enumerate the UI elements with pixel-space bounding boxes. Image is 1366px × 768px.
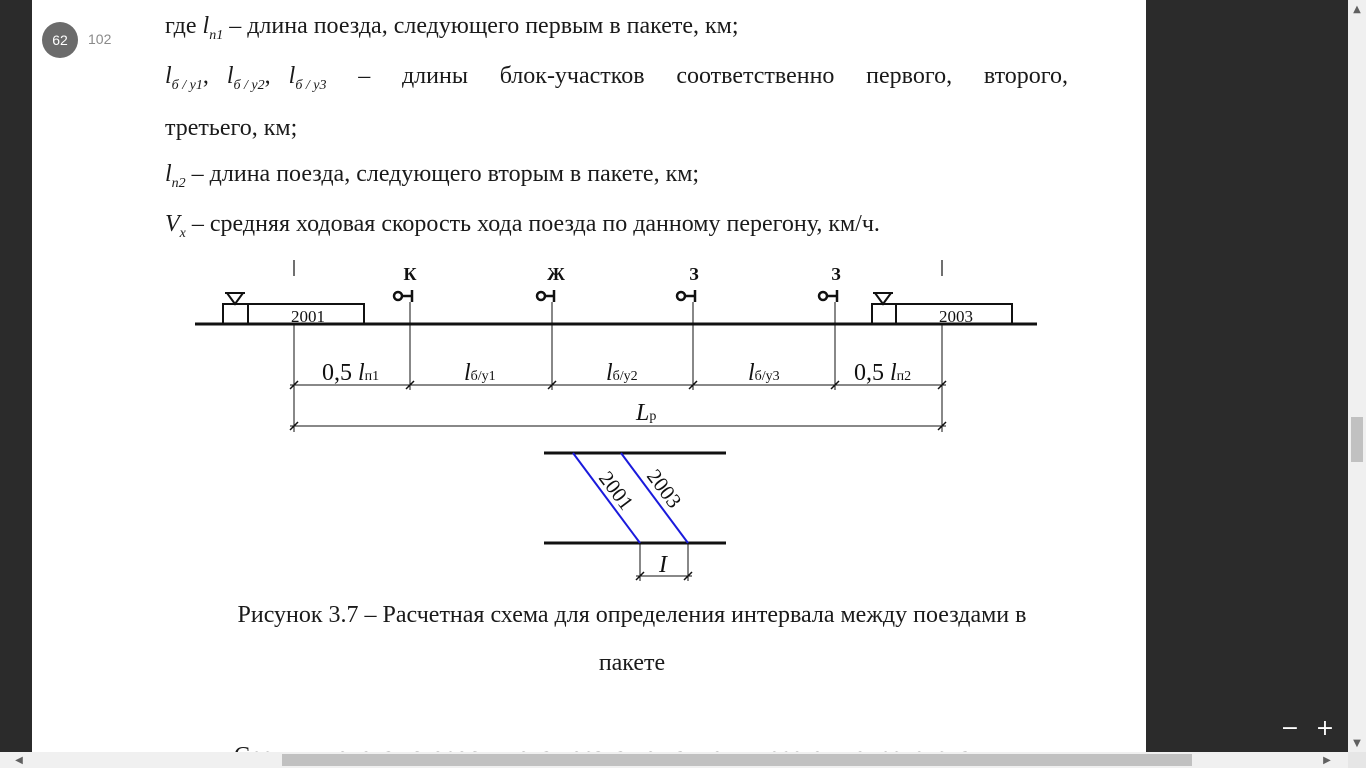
line2-word: длины	[401, 63, 468, 89]
line4-subscript: п2	[171, 176, 186, 191]
signal-2	[537, 264, 565, 302]
graph-label-2003: 2003	[642, 464, 687, 513]
total-dimension-line	[290, 422, 946, 430]
signal-3	[677, 264, 699, 302]
signal-3-label: З	[689, 264, 699, 284]
signal-1	[394, 264, 417, 302]
extension-lines	[294, 302, 942, 432]
train2-number: 2003	[939, 307, 973, 326]
viewer-left-gutter	[0, 0, 32, 768]
zoom-out-button[interactable]: −	[1280, 715, 1300, 741]
interval-label: I	[659, 552, 667, 578]
line1-text: – длина поезда, следующего первым в пакете, км;	[229, 13, 739, 39]
signal-4	[819, 264, 841, 302]
viewer-right-area	[1146, 0, 1348, 752]
horizontal-scrollbar[interactable]	[0, 752, 1348, 768]
line2-word: соответственно	[676, 63, 835, 89]
line2-word: блок-участков	[499, 63, 645, 89]
current-page-badge[interactable]: 62	[42, 22, 78, 58]
dim-label-5: 0,5 lп2	[854, 360, 912, 386]
figure-caption-line-2: пакете	[598, 650, 666, 676]
train1-number: 2001	[291, 307, 325, 326]
graph-label-2001: 2001	[594, 466, 639, 515]
total-pages-label: 102	[88, 31, 112, 47]
scroll-right-arrow-icon[interactable]: ▶	[1323, 754, 1331, 766]
text-line-3: третьего, км;	[165, 115, 298, 141]
line5-symbol: V	[165, 211, 180, 237]
line1-subscript: п1	[209, 28, 224, 43]
train-graph	[544, 453, 726, 581]
train-2001	[223, 293, 364, 326]
scroll-left-arrow-icon[interactable]: ◀	[15, 754, 23, 766]
line5-subscript: x	[179, 226, 186, 241]
total-length-label: Lр	[636, 400, 657, 426]
line2-word: первого,	[866, 63, 953, 89]
dim-label-3: lб/у2	[606, 360, 638, 386]
horizontal-scroll-thumb[interactable]	[282, 754, 1192, 766]
signal-1-label: К	[403, 264, 417, 284]
zoom-in-button[interactable]: +	[1315, 715, 1335, 741]
vertical-scroll-thumb[interactable]	[1351, 417, 1363, 462]
line2-word: –	[358, 63, 371, 89]
line1-prefix: где	[165, 13, 197, 39]
dim-label-2: lб/у1	[464, 360, 496, 386]
dim-label-4: lб/у3	[748, 360, 780, 386]
scroll-down-arrow-icon[interactable]: ▼	[1353, 737, 1361, 749]
scrollbar-corner	[1348, 752, 1366, 768]
line2-symbols: $l_{б / у1}$, $l_{б / у2}$, $l_{б / у3}$	[165, 63, 327, 93]
line2-word: второго,	[983, 63, 1068, 89]
dim-label-1: 0,5 lп1	[322, 360, 380, 386]
signal-4-label: З	[831, 264, 841, 284]
line4-text: – длина поезда, следующего вторым в пакете, км;	[191, 161, 700, 187]
scroll-up-arrow-icon[interactable]: ▲	[1353, 3, 1361, 15]
train-interval-diagram	[32, 0, 1146, 600]
line4-symbol: l	[165, 161, 172, 187]
train-2003	[872, 293, 1012, 326]
signal-2-label: Ж	[547, 264, 565, 284]
document-page	[32, 0, 1146, 768]
vertical-scrollbar[interactable]	[1348, 0, 1366, 752]
line5-text: – средняя ходовая скорость хода поезда по данному перегону, км/ч.	[191, 211, 880, 237]
figure-caption-line-1: Рисунок 3.7 – Расчетная схема для определения интервала между поездами в	[237, 602, 1027, 628]
line1-symbol: l	[202, 13, 210, 39]
